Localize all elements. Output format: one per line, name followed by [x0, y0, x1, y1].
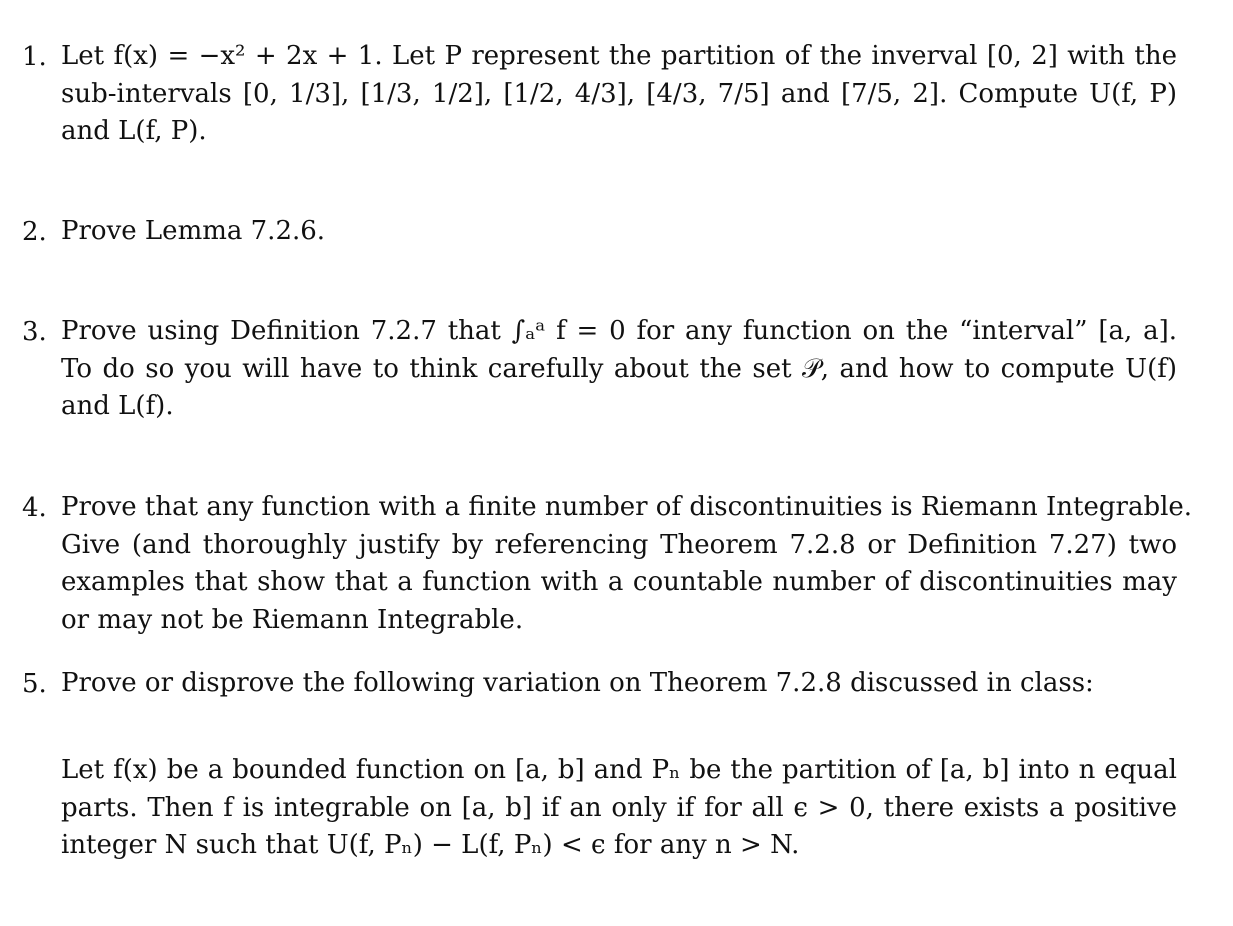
- text-line: examples that show that a function with a countable number of discontinuities may: [61, 567, 1177, 597]
- text-line: Let f(x) be a bounded function on [a, b] and Pₙ be the partition of [a, b] into n equal: [61, 755, 1177, 785]
- problem-number: 5.: [22, 669, 47, 699]
- text-line: Let f(x) = −x² + 2x + 1. Let P represent the partition of the inverval [0, 2] with the: [61, 41, 1177, 71]
- text-line: parts. Then f is integrable on [a, b] if an only if for all ϵ > 0, there exists a positive: [61, 792, 1177, 823]
- text-line: Prove or disprove the following variation on Theorem 7.2.8 discussed in class:: [61, 668, 1094, 698]
- text-line: or may not be Riemann Integrable.: [61, 604, 524, 635]
- text-line: Prove that any function with a finite number of discontinuities is Riemann Integrable.: [61, 492, 1193, 522]
- problem-text: [61, 213, 1177, 251]
- problem-number: 2.: [22, 217, 47, 247]
- problem-text: [61, 313, 1177, 426]
- problem-text: [61, 38, 1177, 151]
- text-line: sub-intervals [0, 1/3], [1/3, 1/2], [1/2, 4/3], [4/3, 7/5] and [7/5, 2]. Compute U(f, P): [61, 78, 1177, 109]
- problem-5-statement: [61, 752, 1177, 865]
- text-line: Prove Lemma 7.2.6.: [61, 216, 326, 246]
- text-line: and L(f, P).: [61, 116, 207, 146]
- text-line: integer N such that U(f, Pₙ) − L(f, Pₙ) < ϵ for any n > N.: [61, 830, 800, 860]
- text-line: Give (and thoroughly justify by referencing Theorem 7.2.8 or Definition 7.27) two: [61, 529, 1177, 560]
- text-line: To do so you will have to think carefully about the set 𝒫, and how to compute U(f): [61, 353, 1177, 384]
- problem-text: [61, 489, 1193, 639]
- problem-number: 4.: [22, 493, 47, 523]
- text-line: and L(f).: [61, 391, 174, 421]
- problem-number: 3.: [22, 317, 47, 347]
- problem-number: 1.: [22, 42, 47, 72]
- text-line: Prove using Definition 7.2.7 that ∫ₐᵃ f = 0 for any function on the “interval” [a, a].: [61, 316, 1177, 346]
- problem-text: [61, 665, 1177, 703]
